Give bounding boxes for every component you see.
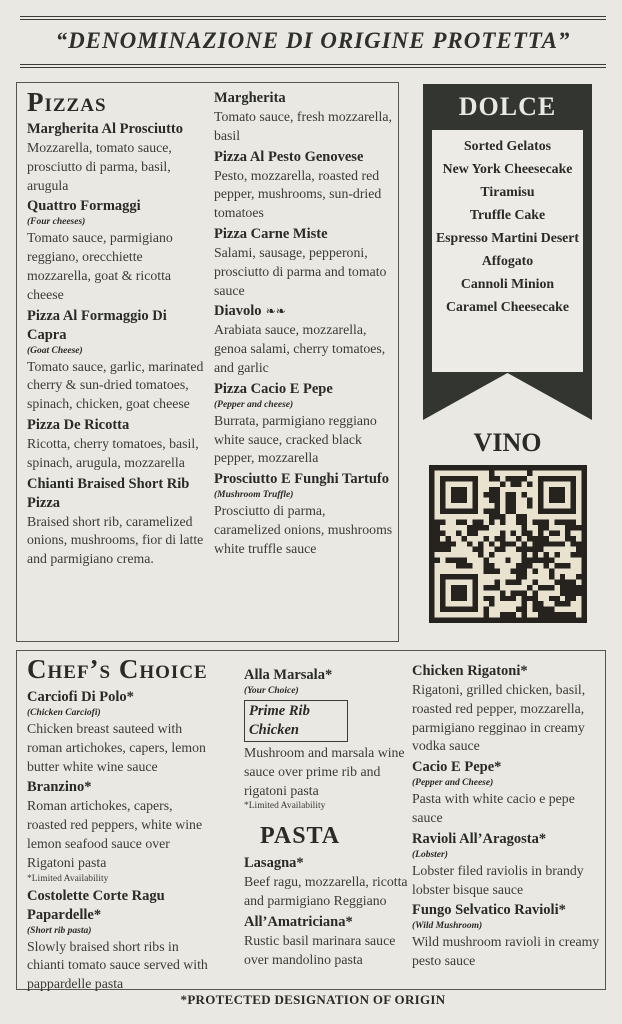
item-name: Alla Marsala* [244,667,333,683]
item-name [214,302,394,321]
item-subtitle: (Pepper and Cheese) [412,778,494,789]
item-name-text: Margherita [214,90,286,106]
item-subtitle: (Goat Cheese) [27,345,83,356]
item-note: *Limited Availability [244,801,326,812]
item-description: Beef ragu, mozzarella, ricotta and parmigiano Reggiano [244,874,408,909]
item-name-text: Fungo Selvatico Ravioli* [412,902,566,919]
item-name-text: Cacio E Pepe* [412,759,502,776]
item-name [27,475,209,513]
item-description: Pesto, mozzarella, roasted red pepper, mushrooms, sun-dried tomatoes [214,167,382,221]
item-description: Prosciutto di parma, caramelized onions, mushrooms white truffle sauce [214,503,393,556]
menu-item [244,913,410,970]
menu-item [412,830,602,900]
menu-item [27,688,215,776]
item-name [214,148,394,167]
footer-note: *PROTECTED DESIGNATION OF ORIGIN [180,992,446,1007]
pizzas-col-2 [214,89,394,561]
item-name-text: Costolette Corte Ragu Papardelle* [27,887,165,923]
item-name [214,89,394,108]
dolce-item: Espresso Martini Desert [435,230,580,245]
item-subtitle: (Chicken Carciofi) [27,708,101,718]
item-name-text: Pizza De Ricotta [27,416,130,433]
dolce-item: New York Cheesecake [442,161,573,176]
item-description: Rustic basil marinara sauce over mandolino pasta [244,932,396,967]
item-description: Mozzarella, tomato sauce, prosciutto di parma, basil, arugula [27,140,172,193]
item-description: Pasta with white cacio e pepe sauce [412,791,575,825]
item-subtitle: (Wild Mushroom) [412,921,483,932]
page-title: “DENOMINAZIONE DI ORIGINE PROTETTA” [55,28,571,53]
item-name-text: Branzino* [27,779,92,796]
item-name [27,197,209,216]
dolce-item: Caramel Cheesecake [446,299,569,314]
item-name [244,913,410,932]
header-rule-bottom [20,64,606,65]
item-description: Mushroom and marsala wine sauce over prime rib and rigatoni pasta [244,745,405,798]
menu-item [412,758,602,828]
menu-item [214,380,394,468]
menu-item [27,887,215,994]
chefs-col-3 [412,662,602,973]
item-name-text: Chicken Rigatoni* [412,663,528,679]
item-name [214,380,394,399]
pasta-title: PASTA [260,823,341,850]
item-subtitle: (Mushroom Truffle) [214,490,294,501]
menu-item [27,197,209,304]
item-name [214,470,394,489]
wine-list-qr-code[interactable] [429,465,587,623]
item-option-box: Prime Rib Chicken [244,700,348,742]
item-description: Slowly braised short ribs in chianti tomato sauce served with pappardelle pasta [27,938,208,992]
menu-item [27,120,209,195]
item-name-text: Pizza Al Formaggio Di Capra [27,307,167,343]
dolce-item: Affogato [481,253,534,268]
item-description: Tomato sauce, fresh mozzarella, basil [214,109,392,143]
item-description: Chicken breast sauteed with roman artichokes, capers, lemon butter white wine sauce [27,721,206,774]
item-name [412,662,602,681]
pizzas-col-1 [27,88,209,571]
menu-item [27,416,209,473]
item-name-text: Margherita Al Prosciutto [27,121,183,137]
item-description: Rigatoni, grilled chicken, basil, roasted red pepper, mozzarella, parmigiano regginao in creamy vodka sauce [412,682,586,754]
dolce-title: DOLCE [458,92,557,121]
item-note: *Limited Availability [27,873,109,884]
item-name [27,778,215,797]
chefs-col-2 [244,666,410,972]
item-description: Tomato sauce, garlic, marinated cherry & sun-dried tomatoes, spinach, chicken, goat cheese [27,358,204,412]
menu-item [27,778,215,884]
dolce-list [432,137,583,321]
item-description: Burrata, parmigiano reggiano white sauce, cracked black pepper, mozzarella [214,412,377,466]
item-name [27,887,215,925]
dolce-item: Tiramisu [480,184,535,199]
menu-item [27,475,209,569]
item-name-text: Pizza Cacio E Pepe [214,380,333,397]
item-subtitle: (Short rib pasta) [27,925,92,936]
item-name [244,854,410,873]
item-name [214,225,394,244]
item-name [27,688,215,707]
item-subtitle: (Your Choice) [244,686,299,696]
header-rule-top [20,16,606,17]
menu-item [412,901,602,971]
item-description: Braised short rib, caramelized onions, mushrooms, fior di latte and parmigiano crema. [27,513,204,567]
item-subtitle: (Four cheeses) [27,217,86,228]
item-name [412,901,602,920]
item-name-text: Chianti Braised Short Rib Pizza [27,475,190,511]
menu-item [214,225,394,300]
menu-item [214,148,394,223]
dolce-item: Cannoli Minion [460,276,555,291]
item-description: Wild mushroom ravioli in creamy pesto sauce [412,934,600,969]
chefs-col-1 [27,655,215,996]
chili-pepper-icon: ❧❧ [261,304,286,319]
item-description: Lobster filed raviolis in brandy lobster bisque sauce [412,862,584,897]
item-name [27,307,209,345]
pizzas-title: Pizzas [27,87,107,117]
item-subtitle: (Pepper and cheese) [214,399,294,410]
item-name-text: Pizza Al Pesto Genovese [214,148,364,165]
menu-item [214,89,394,146]
menu-item [27,307,209,414]
menu-item [244,666,410,812]
item-name [412,758,602,777]
item-description: Salami, sausage, pepperoni, prosciutto di parma and tomato sauce [214,244,387,298]
vino-title: VINO [473,428,542,457]
item-description: Arabiata sauce, mozzarella, genoa salami, cherry tomatoes, and garlic [214,322,386,375]
item-name [27,120,209,139]
item-name [27,416,209,435]
item-name-text: Ravioli All’Aragosta* [412,830,547,847]
item-name-text: All’Amatriciana* [244,913,353,930]
menu-item [214,470,394,558]
item-name-text: Prosciutto E Funghi Tartufo [214,471,389,488]
item-name-text: Pizza Carne Miste [214,225,328,242]
item-name-text: Quattro Formaggi [27,198,141,215]
item-name [412,830,602,849]
menu-item [412,662,602,756]
item-name-text: Carciofi Di Polo* [27,689,134,705]
item-name-text: Diavolo [214,303,262,320]
item-description: Tomato sauce, parmigiano reggiano, orecchiette mozzarella, goat & ricotta cheese [27,230,173,302]
dolce-item: Truffle Cake [469,207,546,222]
item-description: Roman artichokes, capers, roasted red peppers, white wine lemon seafood sauce over Rigatoni pasta [27,798,203,870]
chefs-choice-title: Chef’s Choice [27,654,208,684]
item-description: Ricotta, cherry tomatoes, basil, spinach, arugula, mozzarella [27,435,199,470]
header-rule-bottom-2 [20,67,606,68]
menu-item [214,302,394,377]
header-rule-top-2 [20,19,606,20]
item-subtitle: (Lobster) [412,849,448,860]
dolce-item: Sorted Gelatos [464,138,551,153]
item-name-text: Lasagna* [244,855,304,872]
menu-item [244,854,410,911]
